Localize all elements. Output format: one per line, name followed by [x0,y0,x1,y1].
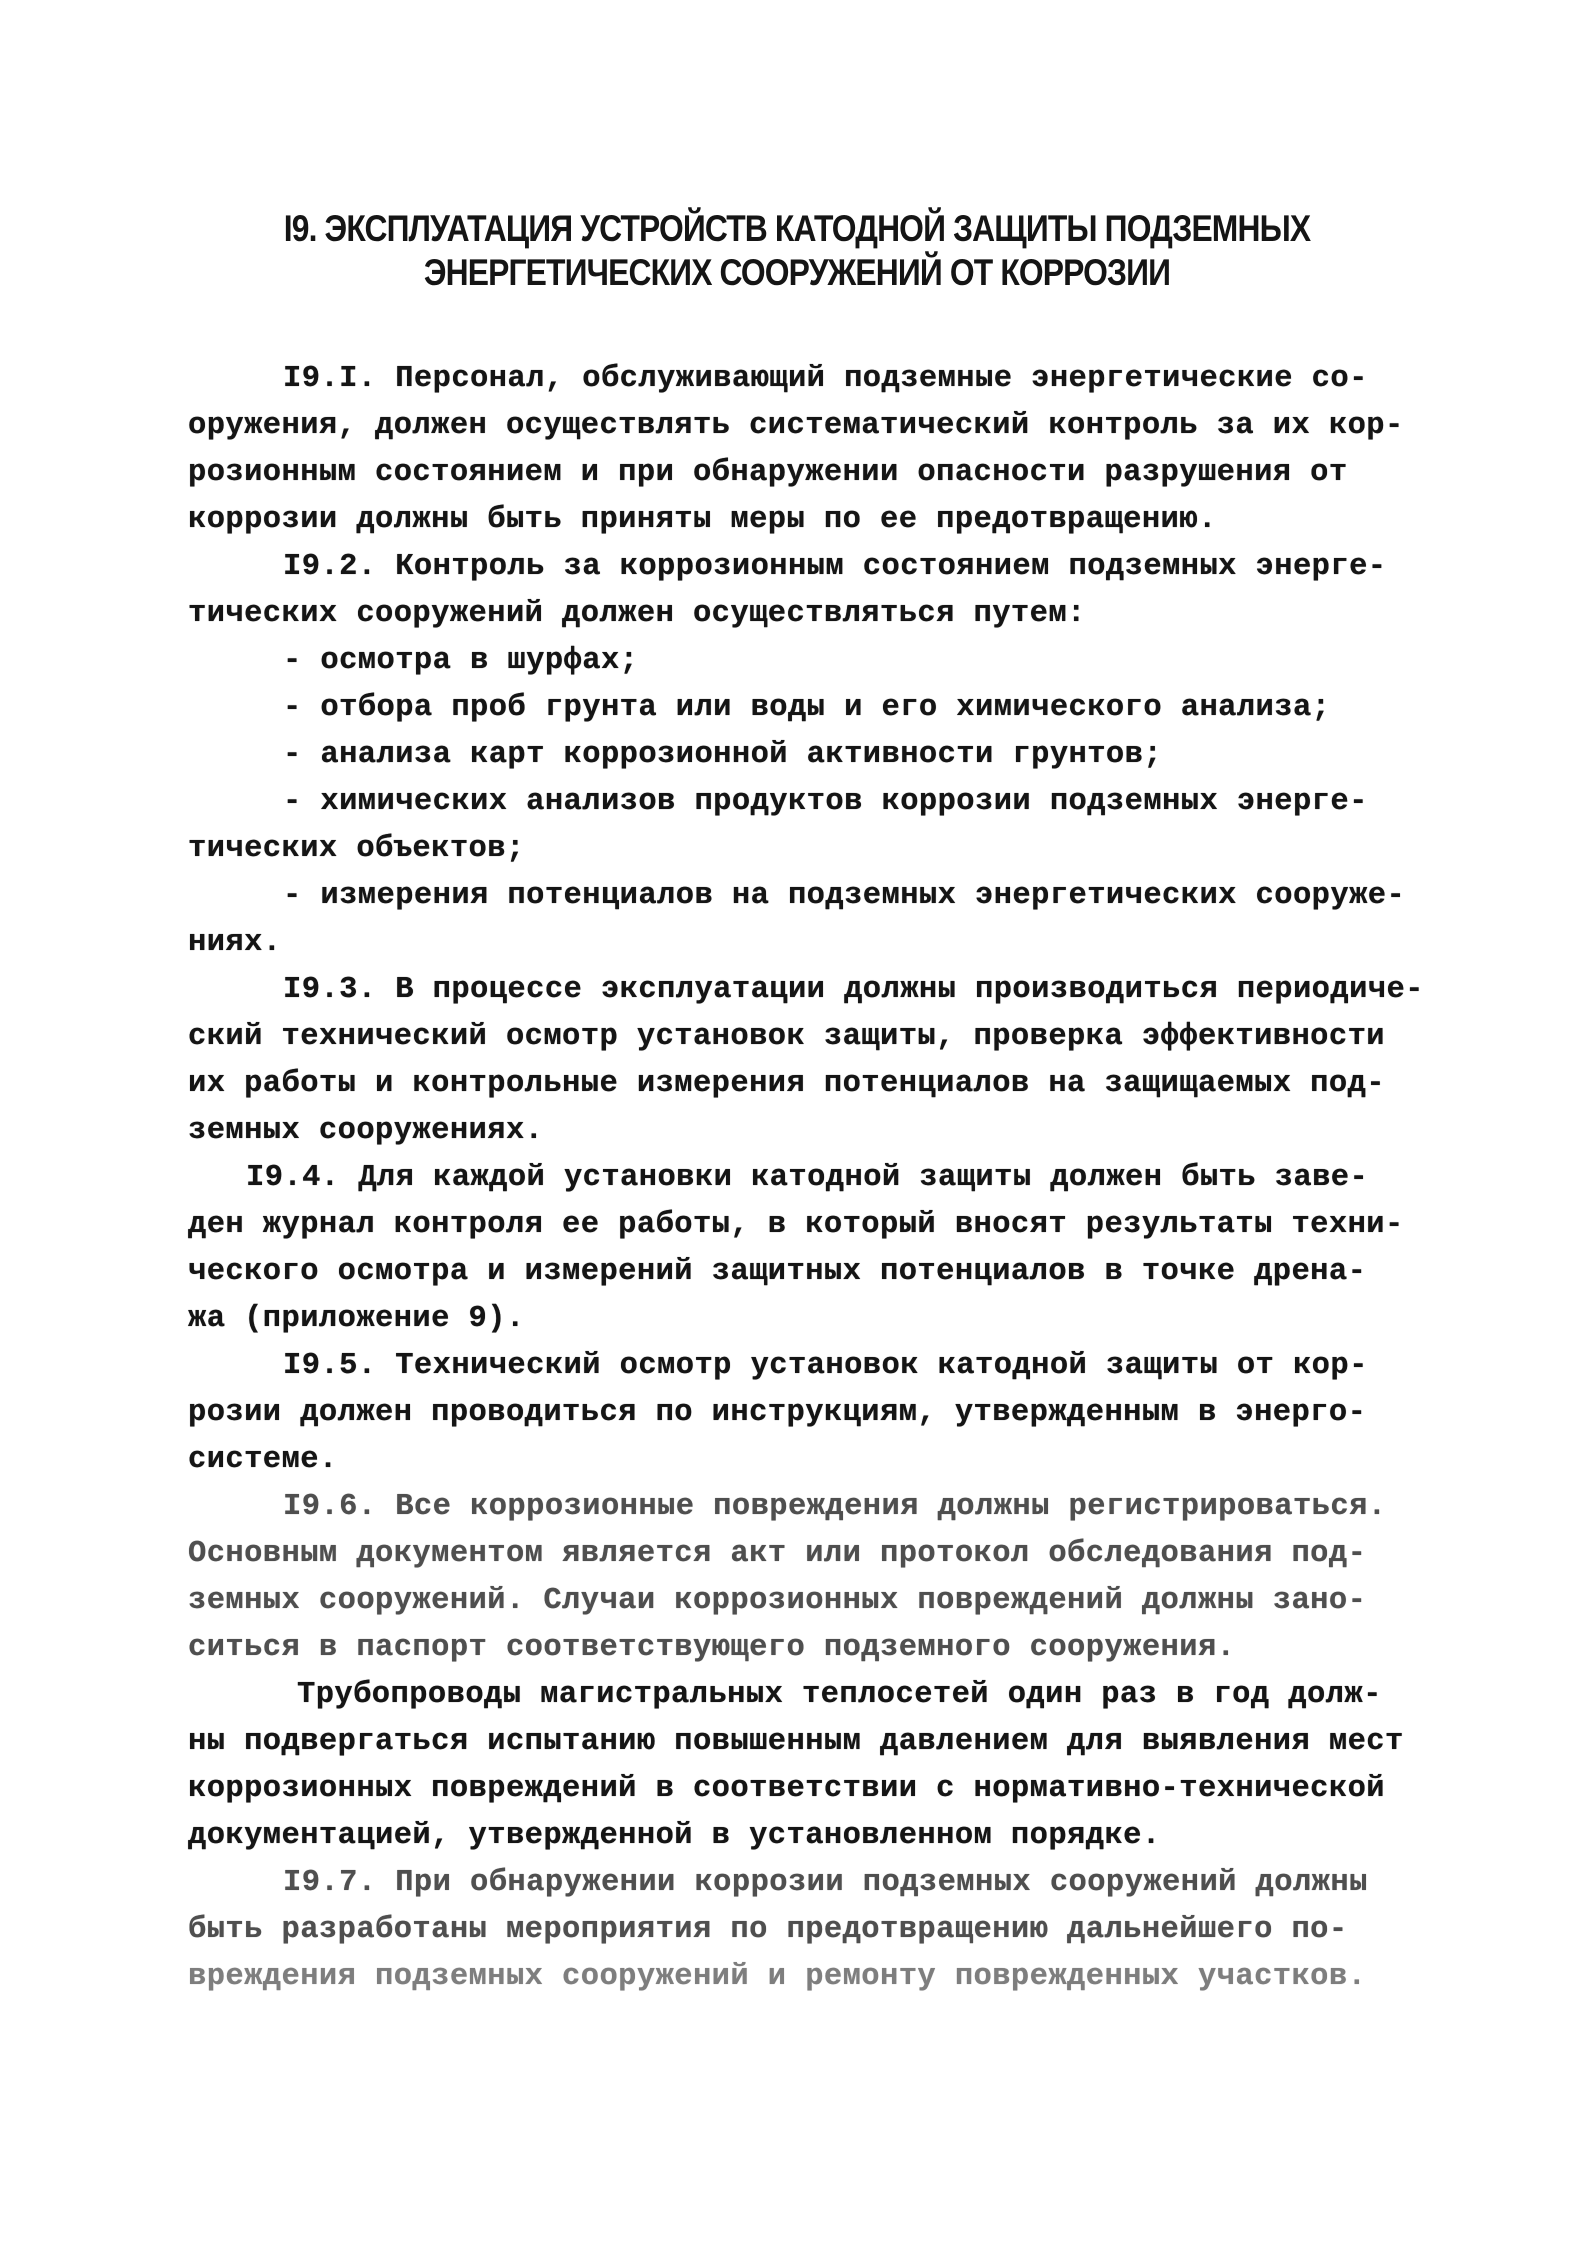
text-line: системе. [188,1443,338,1477]
section-title-line-1: I9. ЭКСПЛУАТАЦИЯ УСТРОЙСТВ КАТОДНОЙ ЗАЩИТЫ ПОДЗЕМНЫХ [283,208,1311,249]
text-line: ны подвергаться испытанию повышенным давлением для выявления мест [188,1725,1404,1759]
list-item: - осмотра в шурфах; [283,644,639,678]
text-line: Основным документом является акт или протокол обследования под- [188,1537,1367,1571]
text-line: вреждения подземных сооружений и ремонту поврежденных участков. [188,1960,1367,1994]
text-line: коррозии должны быть приняты меры по ее предотвращению. [188,503,1217,537]
paragraph-pipelines-line: Трубопроводы магистральных теплосетей один раз в год долж- [297,1678,1382,1712]
paragraph-19-2-line: I9.2. Контроль за коррозионным состоянием подземных энерге- [283,550,1387,584]
text-line: ческого осмотра и измерений защитных потенциалов в точке дрена- [188,1255,1367,1289]
text-line: ский технический осмотр установок защиты, проверка эффективности [188,1020,1385,1054]
text-line: ниях. [188,926,282,960]
text-line: розии должен проводиться по инструкциям, утвержденным в энерго- [188,1396,1367,1430]
paragraph-19-1-line: I9.I. Персонал, обслуживающий подземные энергетические со- [283,362,1368,396]
section-title-line-2: ЭНЕРГЕТИЧЕСКИХ СООРУЖЕНИЙ ОТ КОРРОЗИИ [423,252,1171,293]
list-item: - химических анализов продуктов коррозии подземных энерге- [283,785,1368,819]
text-line: ситься в паспорт соответствующего подземного сооружения. [188,1631,1236,1665]
text-line: коррозионных повреждений в соответствии с нормативно-технической [188,1772,1385,1806]
text-line: быть разработаны мероприятия по предотвращению дальнейшего по- [188,1913,1348,1947]
list-item: - отбора проб грунта или воды и его химического анализа; [283,691,1331,725]
text-line: их работы и контрольные измерения потенциалов на защищаемых под- [188,1067,1385,1101]
text-line: тических объектов; [188,832,525,866]
text-line: розионным состоянием и при обнаружении опасности разрушения от [188,456,1348,490]
text-line: земных сооружений. Случаи коррозионных повреждений должны зано- [188,1584,1367,1618]
paragraph-19-5-line: I9.5. Технический осмотр установок катодной защиты от кор- [283,1349,1368,1383]
text-line: земных сооружениях. [188,1114,544,1148]
paragraph-19-4-line: I9.4. Для каждой установки катодной защиты должен быть заве- [246,1161,1369,1195]
text-line: тических сооружений должен осуществляться путем: [188,597,1086,631]
text-line: оружения, должен осуществлять систематический контроль за их кор- [188,409,1404,443]
list-item: - анализа карт коррозионной активности грунтов; [283,738,1163,772]
list-item: - измерения потенциалов на подземных энергетических сооруже- [283,879,1406,913]
paragraph-19-3-line: I9.3. В процессе эксплуатации должны производиться периодиче- [283,973,1424,1007]
text-line: документацией, утвержденной в установленном порядке. [188,1819,1161,1853]
text-line: ден журнал контроля ее работы, в который вносят результаты техни- [188,1208,1404,1242]
text-line: жа (приложение 9). [188,1302,525,1336]
paragraph-19-7-line: I9.7. При обнаружении коррозии подземных сооружений должны [283,1866,1368,1900]
paragraph-19-6-line: I9.6. Все коррозионные повреждения должны регистрироваться. [283,1490,1387,1524]
